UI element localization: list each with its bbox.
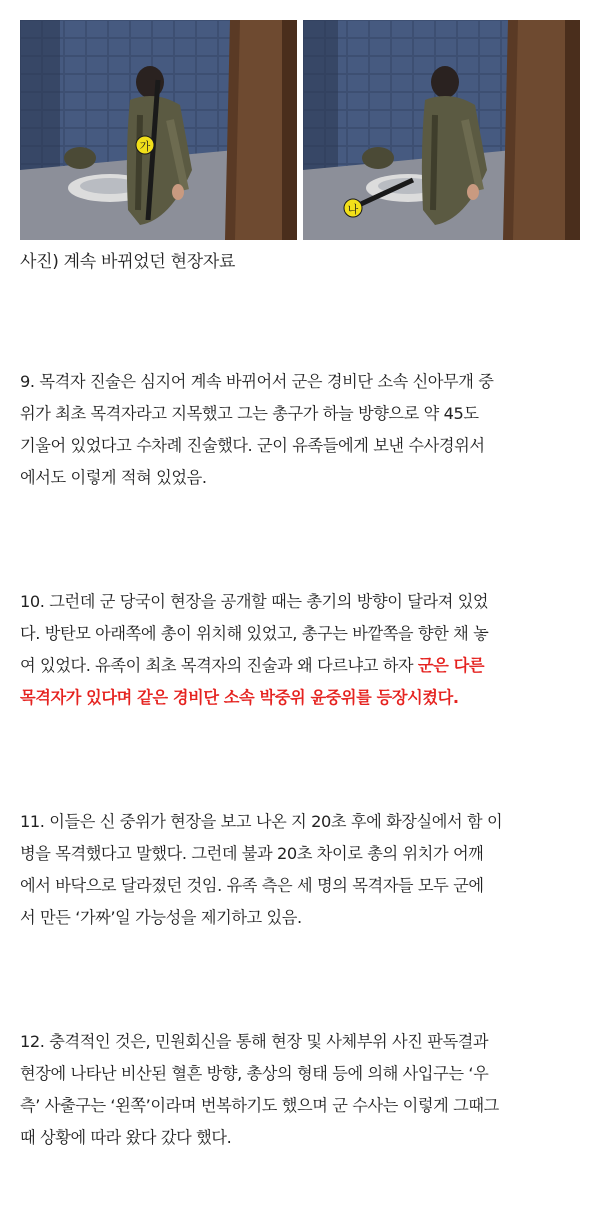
paragraph-line: 측’ 사출구는 ‘왼쪽’이라며 번복하기도 했으며 군 수사는 이렇게 그때그 [20,1096,499,1115]
highlighted-text: 목격자가 있다며 같은 경비단 소속 박중위 윤중위를 등장시켰다. [20,688,459,707]
paragraph-line: 에서도 이렇게 적혀 있었음. [20,468,207,487]
photo-caption: 사진) 계속 바뀌었던 현장자료 [20,252,236,272]
paragraph-line: 11. 이들은 신 중위가 현장을 보고 나온 지 20초 후에 화장실에서 함 이 [20,812,503,831]
paragraph-line: 위가 최초 목격자라고 지목했고 그는 총구가 하늘 방향으로 약 45도 [20,404,479,423]
paragraph-line: 에서 바닥으로 달라졌던 것임. 유족 측은 세 명의 목격자들 모두 군에 [20,876,484,895]
paragraph-line: 기울어 있었다고 수차례 진술했다. 군이 유족들에게 보낸 수사경위서 [20,436,485,455]
paragraph-11 [20,806,582,934]
marker-label-2: 나 [347,203,359,216]
paragraph-line: 현장에 나타난 비산된 혈흔 방향, 총상의 형태 등에 의해 사입구는 ‘우 [20,1064,489,1083]
paragraph-text: 여 있었다. 유족이 최초 목격자의 진술과 왜 다르냐고 하자 [20,656,418,675]
scene-illustration-2 [303,20,580,240]
paragraph-line: 10. 그런데 군 당국이 현장을 공개할 때는 총기의 방향이 달라져 있었 [20,592,489,611]
paragraph-line: 다. 방탄모 아래쪽에 총이 위치해 있었고, 총구는 바깥쪽을 향한 채 놓 [20,624,489,643]
paragraph-line: 서 만든 ‘가짜’일 가능성을 제기하고 있음. [20,908,302,927]
paragraph-10 [20,586,582,714]
paragraph-line: 9. 목격자 진술은 심지어 계속 바뀌어서 군은 경비단 소속 신아무개 중 [20,372,494,391]
paragraph-line: 병을 목격했다고 말했다. 그런데 불과 20초 차이로 총의 위치가 어깨 [20,844,484,863]
scene-photo-2 [303,20,580,240]
scene-illustration-1 [20,20,297,240]
paragraph-9 [20,366,582,494]
paragraph-line: 때 상황에 따라 왔다 갔다 했다. [20,1128,232,1147]
paragraph-line [20,650,582,682]
marker-label-1: 가 [139,140,151,153]
paragraph-12 [20,1026,582,1154]
paragraph-line: 12. 충격적인 것은, 민원회신을 통해 현장 및 사체부위 사진 판독결과 [20,1032,489,1051]
scene-photo-1 [20,20,297,240]
photo-row [20,20,580,240]
highlighted-text: 군은 다른 [417,656,485,675]
